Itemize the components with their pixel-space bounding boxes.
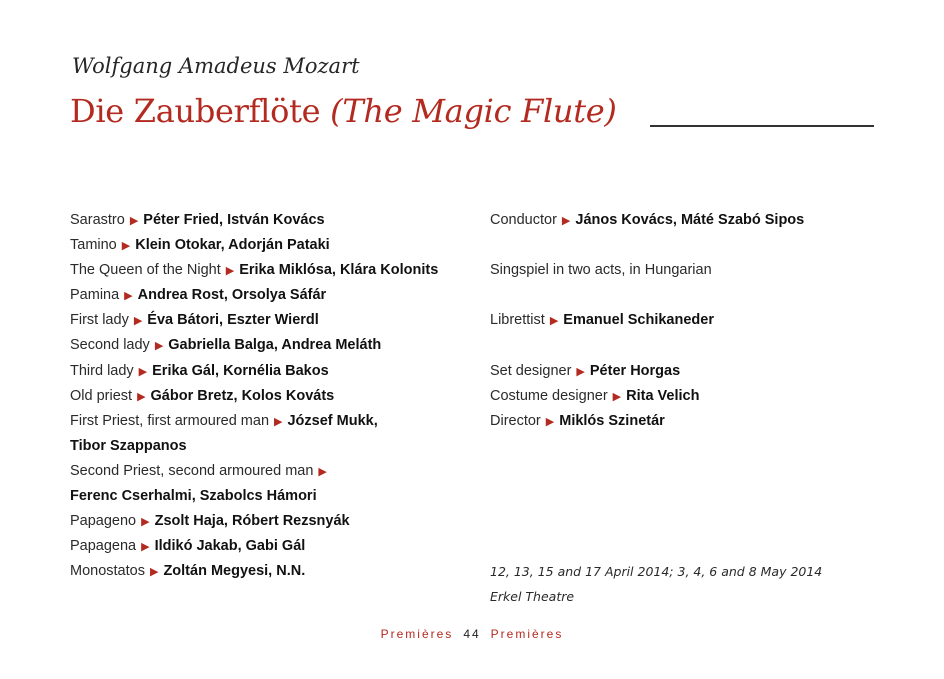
performance-dates xyxy=(490,559,890,584)
production-description xyxy=(490,258,890,283)
cast-role: Papageno xyxy=(70,513,137,530)
spacer xyxy=(490,283,890,308)
cast-item xyxy=(70,333,470,358)
title-main: Die Zauberflöte xyxy=(70,92,321,130)
triangle-right-icon: ▶ xyxy=(149,566,159,579)
cast-names: Péter Fried, István Kovács xyxy=(143,212,325,228)
cast-names: Gabriella Balga, Andrea Meláth xyxy=(168,337,382,354)
spacer xyxy=(490,333,890,358)
spacer xyxy=(490,534,890,559)
triangle-right-icon: ▶ xyxy=(576,365,585,378)
page-title xyxy=(70,92,617,130)
credits-list xyxy=(490,208,890,610)
triangle-right-icon: ▶ xyxy=(141,541,150,554)
triangle-right-icon: ▶ xyxy=(549,315,559,328)
triangle-right-icon: ▶ xyxy=(129,215,139,227)
triangle-right-icon: ▶ xyxy=(154,340,164,353)
cast-names: Zoltán Megyesi, N.N. xyxy=(163,563,306,580)
cast-role: Pamina xyxy=(70,287,120,304)
credit-costume-designer xyxy=(490,384,890,409)
spacer xyxy=(490,233,890,258)
credit-role: Set designer xyxy=(490,362,572,379)
cast-item xyxy=(70,233,470,258)
cast-item xyxy=(70,258,470,283)
cast-names: Andrea Rost, Orsolya Sáfár xyxy=(137,287,327,304)
credit-names: Péter Horgas xyxy=(589,362,681,379)
cast-item-continued xyxy=(70,434,470,459)
cast-item-continued xyxy=(70,484,470,509)
triangle-right-icon: ▶ xyxy=(124,290,133,303)
spacer xyxy=(490,509,890,534)
credit-role: Librettist xyxy=(490,312,545,329)
cast-names: Erika Gál, Kornélia Bakos xyxy=(152,362,329,379)
cast-list xyxy=(70,208,470,584)
triangle-right-icon: ▶ xyxy=(138,365,148,378)
cast-names: Tibor Szappanos xyxy=(70,437,187,454)
cast-role: The Queen of the Night xyxy=(70,262,221,279)
cast-names: Ferenc Cserhalmi, Szabolcs Hámori xyxy=(70,488,317,505)
cast-item xyxy=(70,459,470,484)
page-number: 44 xyxy=(463,627,481,641)
description-text: Singspiel in two acts, in Hungarian xyxy=(490,262,712,279)
credit-names: Emanuel Schikaneder xyxy=(563,312,714,329)
triangle-right-icon: ▶ xyxy=(137,390,146,403)
triangle-right-icon: ▶ xyxy=(612,390,622,403)
triangle-right-icon: ▶ xyxy=(545,415,555,428)
triangle-right-icon: ▶ xyxy=(318,465,327,478)
spacer xyxy=(490,434,890,459)
cast-item xyxy=(70,283,470,308)
credit-set-designer xyxy=(490,359,890,384)
cast-names: Gábor Bretz, Kolos Kováts xyxy=(150,387,335,404)
triangle-right-icon: ▶ xyxy=(274,415,283,428)
cast-role: Second lady xyxy=(70,337,150,354)
triangle-right-icon: ▶ xyxy=(141,516,150,529)
performance-venue xyxy=(490,584,890,609)
title-row xyxy=(70,92,874,136)
cast-role: Old priest xyxy=(70,387,133,404)
cast-item xyxy=(70,384,470,409)
triangle-right-icon: ▶ xyxy=(225,265,235,278)
cast-item xyxy=(70,208,470,233)
cast-names: Éva Bátori, Eszter Wierdl xyxy=(147,312,319,329)
cast-item xyxy=(70,359,470,384)
footer-section-right: Premières xyxy=(490,627,564,641)
cast-role: Sarastro xyxy=(70,212,125,228)
title-translation: (The Magic Flute) xyxy=(330,92,617,130)
cast-role: Monostatos xyxy=(70,563,145,580)
venue-text: Erkel Theatre xyxy=(490,589,575,605)
cast-names: Zsolt Haja, Róbert Rezsnyák xyxy=(154,513,350,530)
cast-names: József Mukk, xyxy=(287,412,378,429)
title-rule xyxy=(650,125,874,127)
cast-role: Tamino xyxy=(70,237,117,254)
cast-names: Ildikó Jakab, Gabi Gál xyxy=(154,538,306,555)
credit-role: Conductor xyxy=(490,212,557,228)
triangle-right-icon: ▶ xyxy=(133,315,143,328)
cast-item xyxy=(70,409,470,434)
cast-item xyxy=(70,308,470,333)
cast-item xyxy=(70,509,470,534)
cast-role: First Priest, first armoured man xyxy=(70,412,270,429)
dates-text: 12, 13, 15 and 17 April 2014; 3, 4, 6 and 8 May 2014 xyxy=(490,564,823,580)
credit-names: Rita Velich xyxy=(626,387,700,404)
triangle-right-icon: ▶ xyxy=(561,215,571,227)
credit-conductor xyxy=(490,208,890,233)
cast-role: First lady xyxy=(70,312,129,329)
credit-role: Director xyxy=(490,412,541,429)
footer-section-left: Premières xyxy=(380,627,454,641)
cast-role: Third lady xyxy=(70,362,134,379)
credit-director xyxy=(490,409,890,434)
cast-names: Klein Otokar, Adorján Pataki xyxy=(135,237,330,254)
composer-name: Wolfgang Amadeus Mozart xyxy=(72,54,360,78)
credit-names: János Kovács, Máté Szabó Sipos xyxy=(575,212,805,228)
spacer xyxy=(490,459,890,484)
credit-role: Costume designer xyxy=(490,387,608,404)
spacer xyxy=(490,484,890,509)
credit-names: Miklós Szinetár xyxy=(559,412,665,429)
triangle-right-icon: ▶ xyxy=(121,240,131,253)
cast-names: Erika Miklósa, Klára Kolonits xyxy=(239,262,439,279)
cast-item xyxy=(70,534,470,559)
page-footer xyxy=(0,627,944,641)
cast-role: Papagena xyxy=(70,538,137,555)
credit-librettist xyxy=(490,308,890,333)
cast-role: Second Priest, second armoured man xyxy=(70,462,314,479)
cast-item xyxy=(70,559,470,584)
